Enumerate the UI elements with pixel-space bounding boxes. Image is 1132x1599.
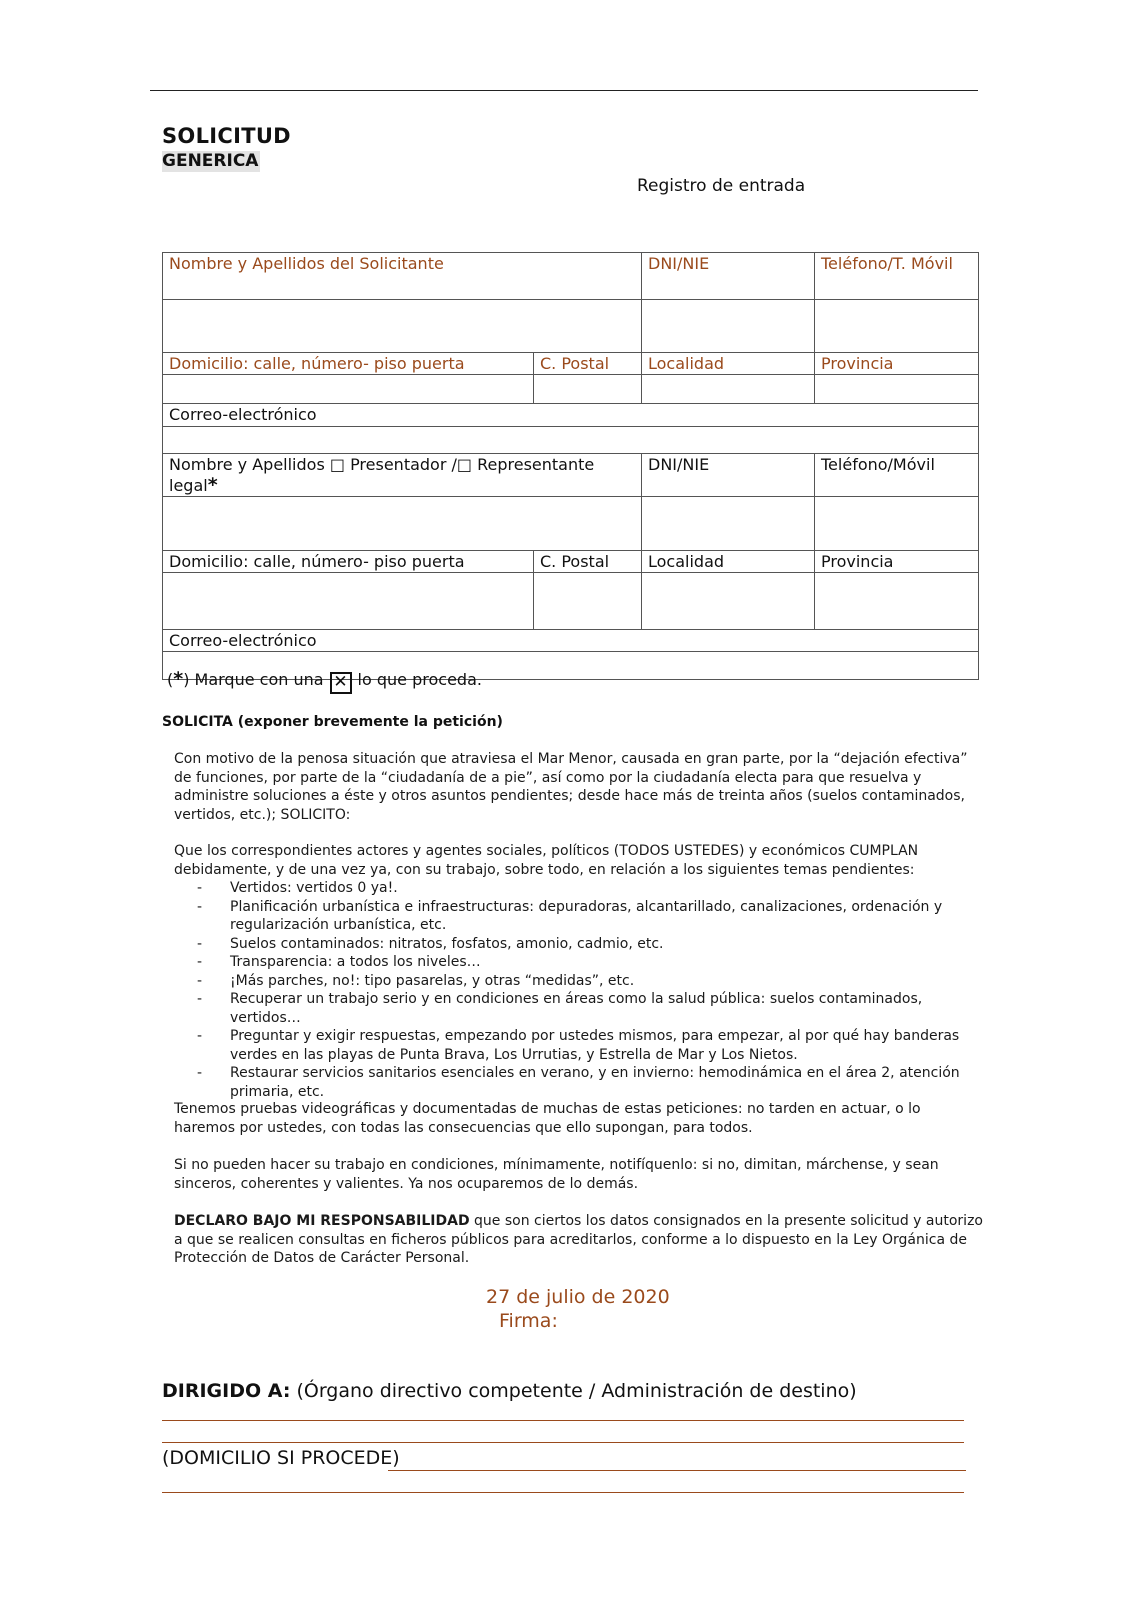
solicita-paragraph-2: Que los correspondientes actores y agentes sociales, políticos (TODOS USTEDES) y económicos CUMPLAN debidamente, y de una vez ya, con su trabajo, sobre todo, en relación a los siguientes temas pendientes: <box>174 843 919 878</box>
solicitante-cpostal-label: C. Postal <box>534 353 642 375</box>
solicitante-provincia-label: Provincia <box>815 353 979 375</box>
registro-entrada: Registro de entrada <box>637 176 806 196</box>
dirigido-line-1[interactable] <box>162 1420 964 1421</box>
note-text-after: lo que proceda. <box>357 670 482 689</box>
solicitante-dni-label: DNI/NIE <box>642 253 815 300</box>
signature-label: Firma: <box>499 1310 558 1332</box>
domicilio-label: (DOMICILIO SI PROCEDE) <box>162 1447 400 1469</box>
declaration-paragraph <box>162 1212 984 1268</box>
dirigido-line-2[interactable] <box>162 1442 964 1443</box>
dirigido-text: (Órgano directivo competente / Administración de destino) <box>290 1380 857 1402</box>
page-subtitle: GENERICA <box>162 151 259 171</box>
representante-domicilio-field[interactable] <box>163 573 534 630</box>
list-item: - Preguntar y exigir respuestas, empezando por ustedes mismos, para empezar, al por qué hay banderas verdes en las playas de Punta Brava, Los Urrutias, y Estrella de Mar y Los Nietos. <box>197 1028 960 1063</box>
list-item: - Recuperar un trabajo serio y en condiciones en áreas como la salud pública: suelos contaminados, vertidos… <box>197 991 923 1026</box>
note-open-paren: ( <box>167 670 174 689</box>
representante-localidad-field[interactable] <box>642 573 815 630</box>
solicita-heading: SOLICITA (exponer brevemente la petición) <box>162 714 503 730</box>
solicitante-localidad-field[interactable] <box>642 375 815 404</box>
solicitante-dni-field[interactable] <box>642 300 815 353</box>
list-item: - Vertidos: vertidos 0 ya!. <box>197 880 398 896</box>
signature-date: 27 de julio de 2020 <box>486 1286 670 1308</box>
representante-cpostal-label: C. Postal <box>534 551 642 573</box>
solicita-paragraph-4: Si no pueden hacer su trabajo en condiciones, mínimamente, notifíquenlo: si no, dimitan, márchense, y sean sinceros, coherentes y valientes. Ya nos ocuparemos de lo demás. <box>174 1157 939 1192</box>
representante-dni-field[interactable] <box>642 497 815 551</box>
representante-telefono-field[interactable] <box>815 497 979 551</box>
list-item: - ¡Más parches, no!: tipo pasarelas, y otras “medidas”, etc. <box>197 972 635 989</box>
asterisk-mark: * <box>207 474 218 496</box>
solicita-paragraph-3: Tenemos pruebas videográficas y documentadas de muchas de estas peticiones: no tarden en actuar, o lo haremos por ustedes, con todas las consecuencias que ello supongan, para todos. <box>174 1101 921 1136</box>
solicitante-localidad-label: Localidad <box>642 353 815 375</box>
solicitante-domicilio-label: Domicilio: calle, número- piso puerta <box>163 353 534 375</box>
representante-provincia-field[interactable] <box>815 573 979 630</box>
petition-list <box>192 879 972 1101</box>
top-rule <box>150 90 978 91</box>
page-title: SOLICITUD <box>162 124 291 148</box>
representante-nombre-text: Nombre y Apellidos □ Presentador /□ Representante legal <box>169 455 595 495</box>
solicitante-nombre-label: Nombre y Apellidos del Solicitante <box>163 253 642 300</box>
representante-dni-label: DNI/NIE <box>642 454 815 497</box>
solicitante-domicilio-field[interactable] <box>163 375 534 404</box>
solicitante-correo-field[interactable] <box>163 427 979 454</box>
representante-nombre-field[interactable] <box>163 497 642 551</box>
checkbox-x-icon: ✕ <box>330 672 352 694</box>
list-item: - Suelos contaminados: nitratos, fosfatos, amonio, cadmio, etc. <box>197 935 664 952</box>
representante-correo-label: Correo-electrónico <box>163 630 979 652</box>
representante-domicilio-label: Domicilio: calle, número- piso puerta <box>163 551 534 573</box>
representante-nombre-label <box>163 454 642 497</box>
domicilio-line[interactable] <box>388 1470 966 1471</box>
declaration-bold: DECLARO BAJO MI RESPONSABILIDAD <box>174 1213 470 1229</box>
mark-note <box>167 668 482 694</box>
solicita-paragraph-1: Con motivo de la penosa situación que atraviesa el Mar Menor, causada en gran parte, por la “dejación efectiva” de funciones, por parte de la “ciudadanía de a pie”, así como por la ciudadanía electa para que resuelva y administre soluciones a éste y otros asuntos pendientes; desde hace más de treinta años (suelos contaminados, vertidos, etc.); SOLICITO: <box>174 751 968 823</box>
dirigido-label: DIRIGIDO A <box>162 1380 283 1402</box>
note-asterisk: * <box>173 668 184 690</box>
list-item: - Transparencia: a todos los niveles… <box>197 954 481 970</box>
dirigido-a <box>162 1380 857 1402</box>
solicitante-telefono-label: Teléfono/T. Móvil <box>815 253 979 300</box>
solicitante-nombre-field[interactable] <box>163 300 642 353</box>
applicant-form <box>162 252 979 680</box>
dirigido-line-3[interactable] <box>162 1492 964 1493</box>
declaration-text: que son ciertos los datos consignados en la presente solicitud y autorizo a que se realicen consultas en ficheros públicos para acreditarlos, conforme a lo dispuesto en la Ley Orgánica de Protección de Datos de Carácter Personal. <box>174 1213 983 1266</box>
representante-cpostal-field[interactable] <box>534 573 642 630</box>
representante-provincia-label: Provincia <box>815 551 979 573</box>
solicitante-correo-label: Correo-electrónico <box>163 404 979 427</box>
representante-localidad-label: Localidad <box>642 551 815 573</box>
solicitante-provincia-field[interactable] <box>815 375 979 404</box>
solicitante-telefono-field[interactable] <box>815 300 979 353</box>
dirigido-colon: : <box>282 1380 291 1402</box>
list-item: - Restaurar servicios sanitarios esenciales en verano, y en invierno: hemodinámica en el área 2, atención primaria, etc. <box>197 1065 960 1100</box>
note-text-before: ) Marque con una <box>183 670 324 689</box>
representante-telefono-label: Teléfono/Móvil <box>815 454 979 497</box>
list-item: - Planificación urbanística e infraestructuras: depuradoras, alcantarillado, canalizaciones, ordenación y regularización urbanística, etc. <box>197 898 943 933</box>
solicitante-cpostal-field[interactable] <box>534 375 642 404</box>
